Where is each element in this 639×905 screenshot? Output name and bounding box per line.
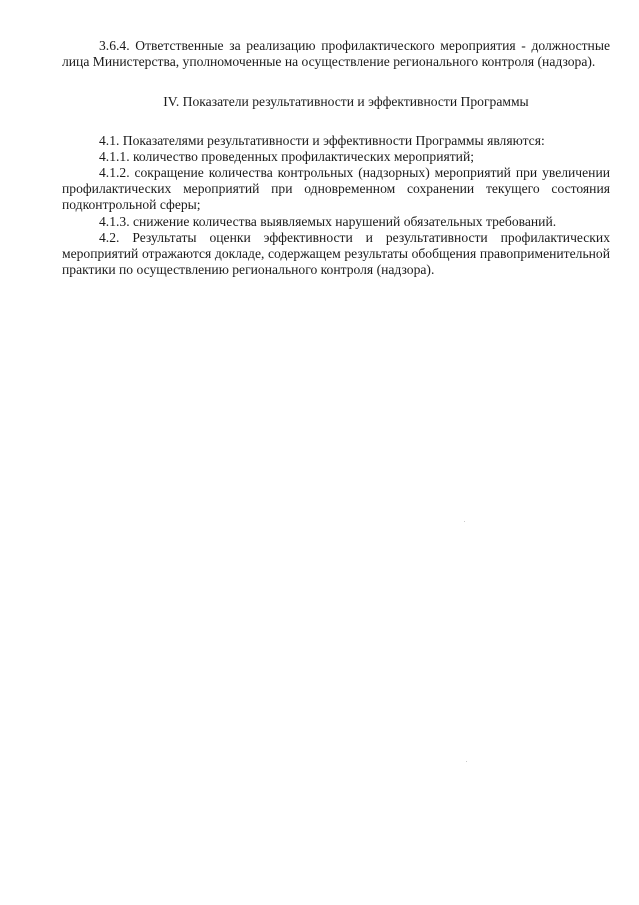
scan-speck xyxy=(464,521,465,522)
paragraph-4-1: 4.1. Показателями результативности и эффективности Программы являются: xyxy=(99,132,545,148)
paragraph-4-1-3: 4.1.3. снижение количества выявляемых нарушений обязательных требований. xyxy=(99,213,557,229)
paragraph-4-1-2: 4.1.2. сокращение количества контрольных (надзорных) мероприятий при увеличении профилактических мероприятий при одновременном сохранении текущего состояния подконтрольной сферы; xyxy=(62,165,610,213)
scan-speck xyxy=(466,761,467,762)
paragraph-3-6-4: 3.6.4. Ответственные за реализацию профилактического мероприятия - должностные лица Министерства, уполномоченные на осуществление регионального контроля (надзора). xyxy=(62,38,610,70)
paragraph-4-2: 4.2. Результаты оценки эффективности и результативности профилактических мероприятий отражаются докладе, содержащем результаты обобщения правоприменительной практики по осуществлению регионального контроля (надзора). xyxy=(62,229,610,278)
section-heading-iv: IV. Показатели результативности и эффективности Программы xyxy=(163,94,529,110)
document-body xyxy=(62,38,610,278)
paragraph-4-1-1: 4.1.1. количество проведенных профилактических мероприятий; xyxy=(99,148,474,164)
